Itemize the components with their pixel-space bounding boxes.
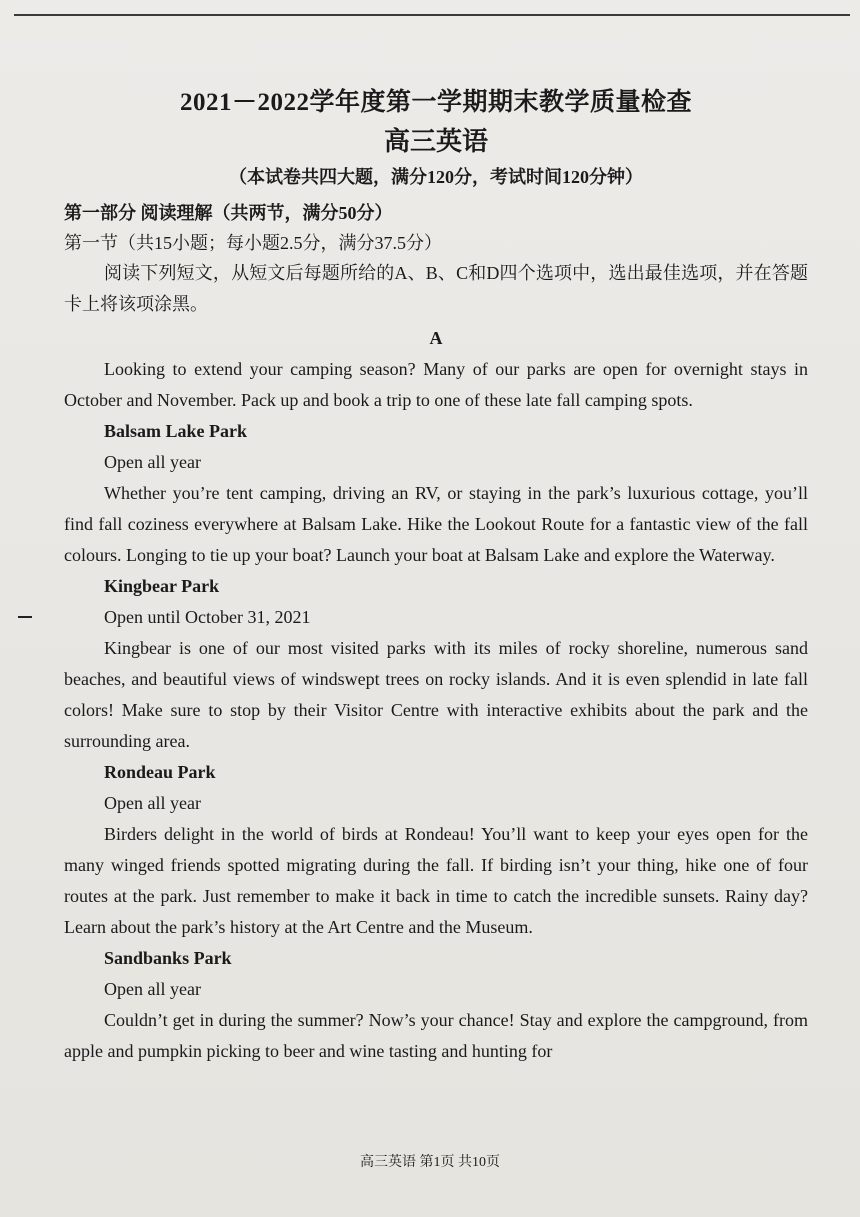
park-name: Rondeau Park (104, 762, 216, 782)
park-hours: Open all year (104, 793, 201, 813)
park-section (64, 571, 808, 757)
exam-title: 2021－2022学年度第一学期期末教学质量检查 (179, 89, 692, 116)
binding-mark (18, 616, 32, 618)
park-hours: Open all year (104, 452, 201, 472)
park-name: Sandbanks Park (104, 948, 232, 968)
page-content (64, 86, 808, 1067)
section-heading: 第一节（共15小题；每小题2.5分，满分37.5分） (64, 233, 442, 253)
exam-note: （本试卷共四大题，满分120分，考试时间120分钟） (229, 167, 643, 187)
park-section (64, 943, 808, 1067)
park-name: Balsam Lake Park (104, 421, 248, 441)
passage-intro: Looking to extend your camping season? Many of our parks are open for overnight stays in October and November. Pack up and book a trip to one of these late fall camping spots. (64, 359, 808, 410)
instructions: 阅读下列短文，从短文后每题所给的A、B、C和D四个选项中，选出最佳选项，并在答题卡上将该项涂黑。 (64, 263, 808, 314)
park-description: Kingbear is one of our most visited parks with its miles of rocky shoreline, numerous sand beaches, and beautiful views of windswept trees on rocky islands. And it is even splendid in late fall colors! Make sure to stop by their Visitor Centre with interactive exhibits about the park and the surrounding area. (64, 638, 808, 751)
park-description: Birders delight in the world of birds at Rondeau! You’ll want to keep your eyes open for the many winged friends spotted migrating during the fall. If birding isn’t your thing, hike one of four routes at the park. Just remember to make it back in time to catch the incredible sunsets. Rainy day? Learn about the park’s history at the Art Centre and the Museum. (64, 824, 808, 937)
park-section (64, 416, 808, 571)
park-name: Kingbear Park (104, 576, 220, 596)
park-section (64, 757, 808, 943)
passage-letter: A (429, 328, 443, 348)
top-border-line (14, 14, 850, 16)
part-heading: 第一部分 阅读理解（共两节，满分50分） (64, 203, 393, 223)
exam-subject: 高三英语 (383, 127, 488, 156)
park-hours: Open all year (104, 979, 201, 999)
park-description: Whether you’re tent camping, driving an RV, or staying in the park’s luxurious cottage, you’ll find fall coziness everywhere at Balsam Lake. Hike the Lookout Route for a fantastic view of the fall colours. Longing to tie up your boat? Launch your boat at Balsam Lake and explore the Waterway. (64, 483, 808, 565)
park-description: Couldn’t get in during the summer? Now’s your chance! Stay and explore the campground, from apple and pumpkin picking to beer and wine tasting and hunting for (64, 1010, 808, 1061)
page-footer: 高三英语 第1页 共10页 (360, 1155, 500, 1170)
park-hours: Open until October 31, 2021 (104, 607, 311, 627)
